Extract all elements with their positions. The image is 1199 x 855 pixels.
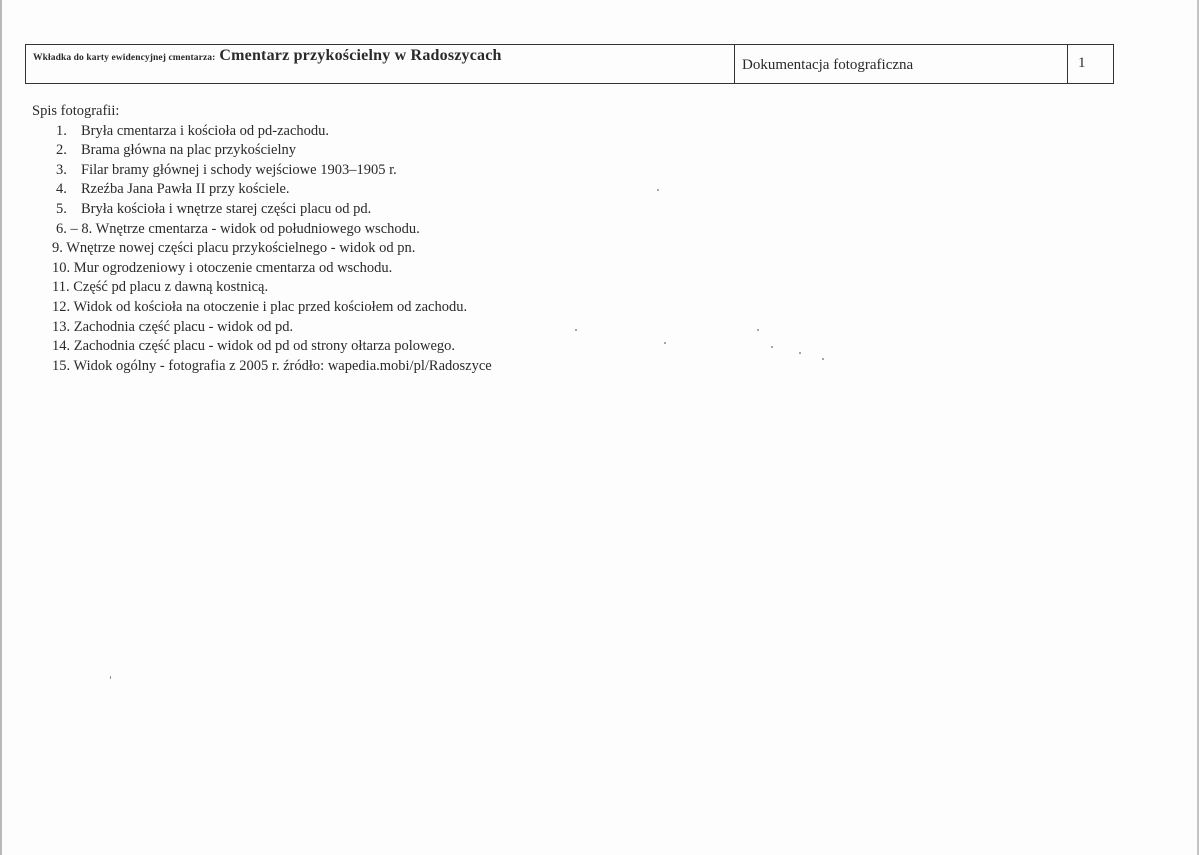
- list-item: 3. Filar bramy głównej i schody wejściowe 1903–1905 r.: [56, 161, 397, 178]
- scan-speck: [757, 329, 759, 331]
- scan-speck: [110, 676, 111, 679]
- section-name: Dokumentacja fotograficzna: [735, 45, 1068, 83]
- list-item: 15. Widok ogólny - fotografia z 2005 r. źródło: wapedia.mobi/pl/Radoszyce: [52, 357, 492, 374]
- photo-index: [32, 102, 492, 376]
- header-table: [25, 44, 1114, 84]
- card-label: Wkładka do karty ewidencyjnej cmentarza:: [33, 53, 216, 63]
- list-item: 5. Bryła kościoła i wnętrze starej części placu od pd.: [56, 200, 372, 217]
- list-item: 14. Zachodnia część placu - widok od pd od strony ołtarza polowego.: [52, 338, 456, 355]
- list-item: 4. Rzeźba Jana Pawła II przy kościele.: [56, 181, 290, 198]
- list-item: 10. Mur ogrodzeniowy i otoczenie cmentarza od wschodu.: [52, 259, 393, 276]
- scan-speck: [575, 329, 577, 331]
- scan-edge-left: [0, 0, 2, 855]
- scan-speck: [822, 358, 824, 360]
- list-item: 2. Brama główna na plac przykościelny: [56, 142, 297, 159]
- list-item: 6. – 8. Wnętrze cmentarza - widok od południowego wschodu.: [56, 220, 420, 237]
- scan-speck: [799, 352, 801, 354]
- photo-list: [32, 122, 492, 377]
- scan-speck: [771, 346, 773, 348]
- list-item: 13. Zachodnia część placu - widok od pd.: [52, 318, 294, 335]
- page-number: 1: [1078, 55, 1086, 71]
- list-item: 1. Bryła cmentarza i kościoła od pd-zachodu.: [56, 122, 330, 139]
- list-heading: Spis fotografii:: [32, 103, 120, 119]
- list-item: 12. Widok od kościoła na otoczenie i plac przed kościołem od zachodu.: [52, 298, 468, 315]
- title-cell: [26, 45, 735, 83]
- list-item: 9. Wnętrze nowej części placu przykościelnego - widok od pn.: [52, 240, 416, 257]
- scan-speck: [664, 342, 666, 344]
- list-item: 11. Część pd placu z dawną kostnicą.: [52, 279, 269, 296]
- cemetery-name: Cmentarz przykościelny w Radoszycach: [219, 47, 502, 64]
- scan-speck: [657, 189, 659, 191]
